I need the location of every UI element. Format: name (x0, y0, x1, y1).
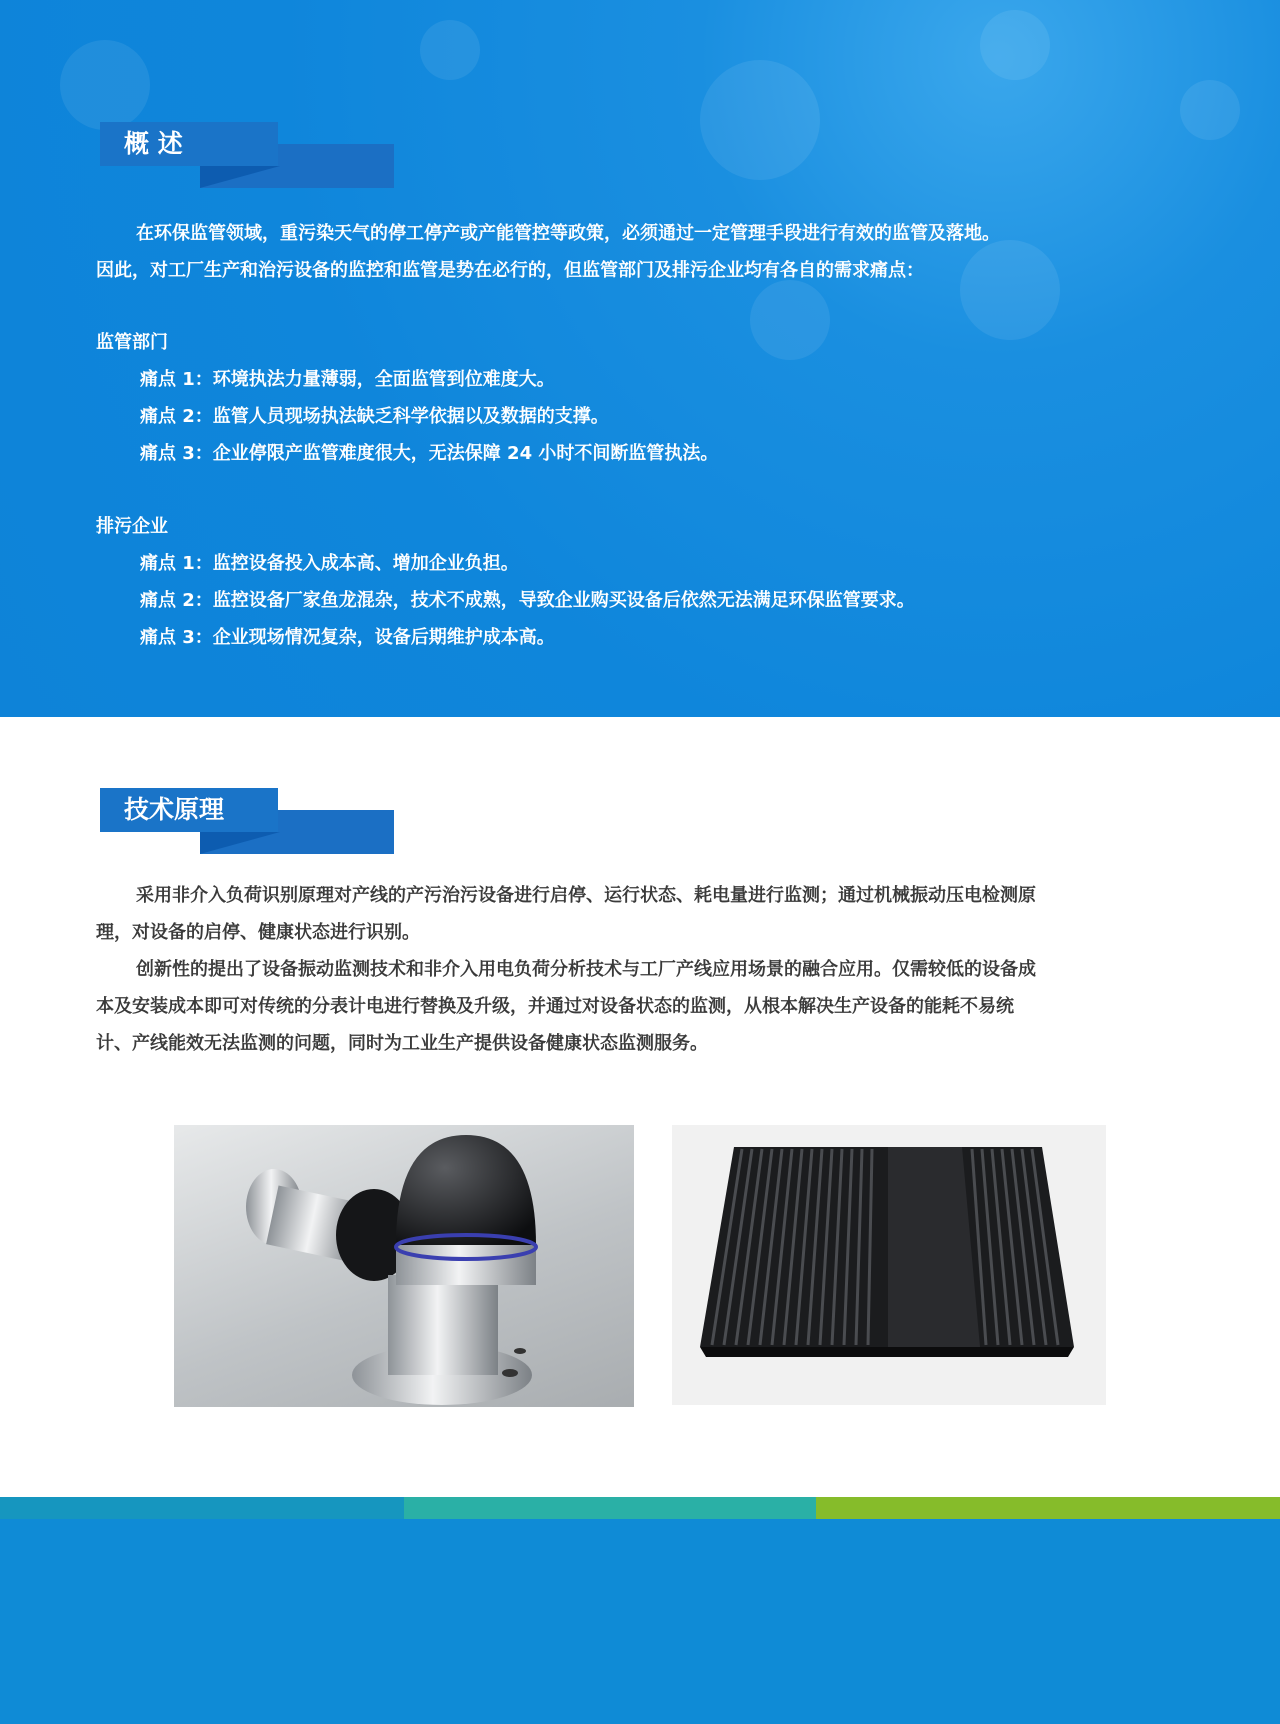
tech-title: 技术原理 (100, 788, 278, 832)
heading-accent-triangle (200, 166, 280, 188)
pain-point: 痛点 3：企业现场情况复杂，设备后期维护成本高。 (140, 627, 555, 648)
overview-heading (100, 122, 394, 192)
bokeh-decoration (1180, 80, 1240, 140)
sensor-icon (174, 1125, 634, 1407)
bokeh-decoration (980, 10, 1050, 80)
pain-point: 痛点 2：监管人员现场执法缺乏科学依据以及数据的支撑。 (140, 406, 609, 427)
tech-section (0, 717, 1280, 1497)
tech-line: 理，对设备的启停、健康状态进行识别。 (96, 922, 420, 943)
tech-line: 创新性的提出了设备振动监测技术和非介入用电负荷分析技术与工厂产线应用场景的融合应用。仅需较低的设备成 (136, 959, 1036, 980)
overview-intro (96, 215, 1184, 289)
bokeh-decoration (700, 60, 820, 180)
group-label: 监管部门 (96, 332, 168, 353)
vibration-sensor-photo (174, 1125, 634, 1407)
color-stripe (0, 1497, 404, 1519)
color-stripe (404, 1497, 816, 1519)
tech-line: 本及安装成本即可对传统的分表计电进行替换及升级，并通过对设备状态的监测，从根本解决生产设备的能耗不易统 (96, 996, 1014, 1017)
group-regulator (96, 324, 1184, 472)
pain-point: 痛点 1：环境执法力量薄弱，全面监管到位难度大。 (140, 369, 555, 390)
intro-line: 因此，对工厂生产和治污设备的监控和监管是势在必行的，但监管部门及排污企业均有各自的需求痛点： (96, 260, 924, 281)
group-label: 排污企业 (96, 516, 168, 537)
footer-band (0, 1497, 1280, 1724)
pain-point: 痛点 1：监控设备投入成本高、增加企业负担。 (140, 553, 519, 574)
tech-line: 计、产线能效无法监测的问题，同时为工业生产提供设备健康状态监测服务。 (96, 1033, 708, 1054)
tech-heading (100, 788, 394, 858)
color-stripe (816, 1497, 1280, 1519)
tech-line: 采用非介入负荷识别原理对产线的产污治污设备进行启停、运行状态、耗电量进行监测；通过机械振动压电检测原 (136, 885, 1036, 906)
heading-accent-triangle (200, 832, 280, 854)
bokeh-decoration (60, 40, 150, 130)
overview-section (0, 0, 1280, 717)
group-enterprise (96, 508, 1184, 656)
pain-point: 痛点 3：企业停限产监管难度很大，无法保障 24 小时不间断监管执法。 (140, 443, 719, 464)
bokeh-decoration (420, 20, 480, 80)
tech-body (96, 877, 1184, 1062)
intro-line: 在环保监管领域，重污染天气的停工停产或产能管控等政策，必须通过一定管理手段进行有效的监管及落地。 (136, 223, 1000, 244)
heatsink-icon (672, 1125, 1106, 1405)
black-heatsink-device-photo (672, 1125, 1106, 1405)
pain-point: 痛点 2：监控设备厂家鱼龙混杂，技术不成熟，导致企业购买设备后依然无法满足环保监管要求。 (140, 590, 915, 611)
overview-title: 概 述 (100, 122, 278, 166)
